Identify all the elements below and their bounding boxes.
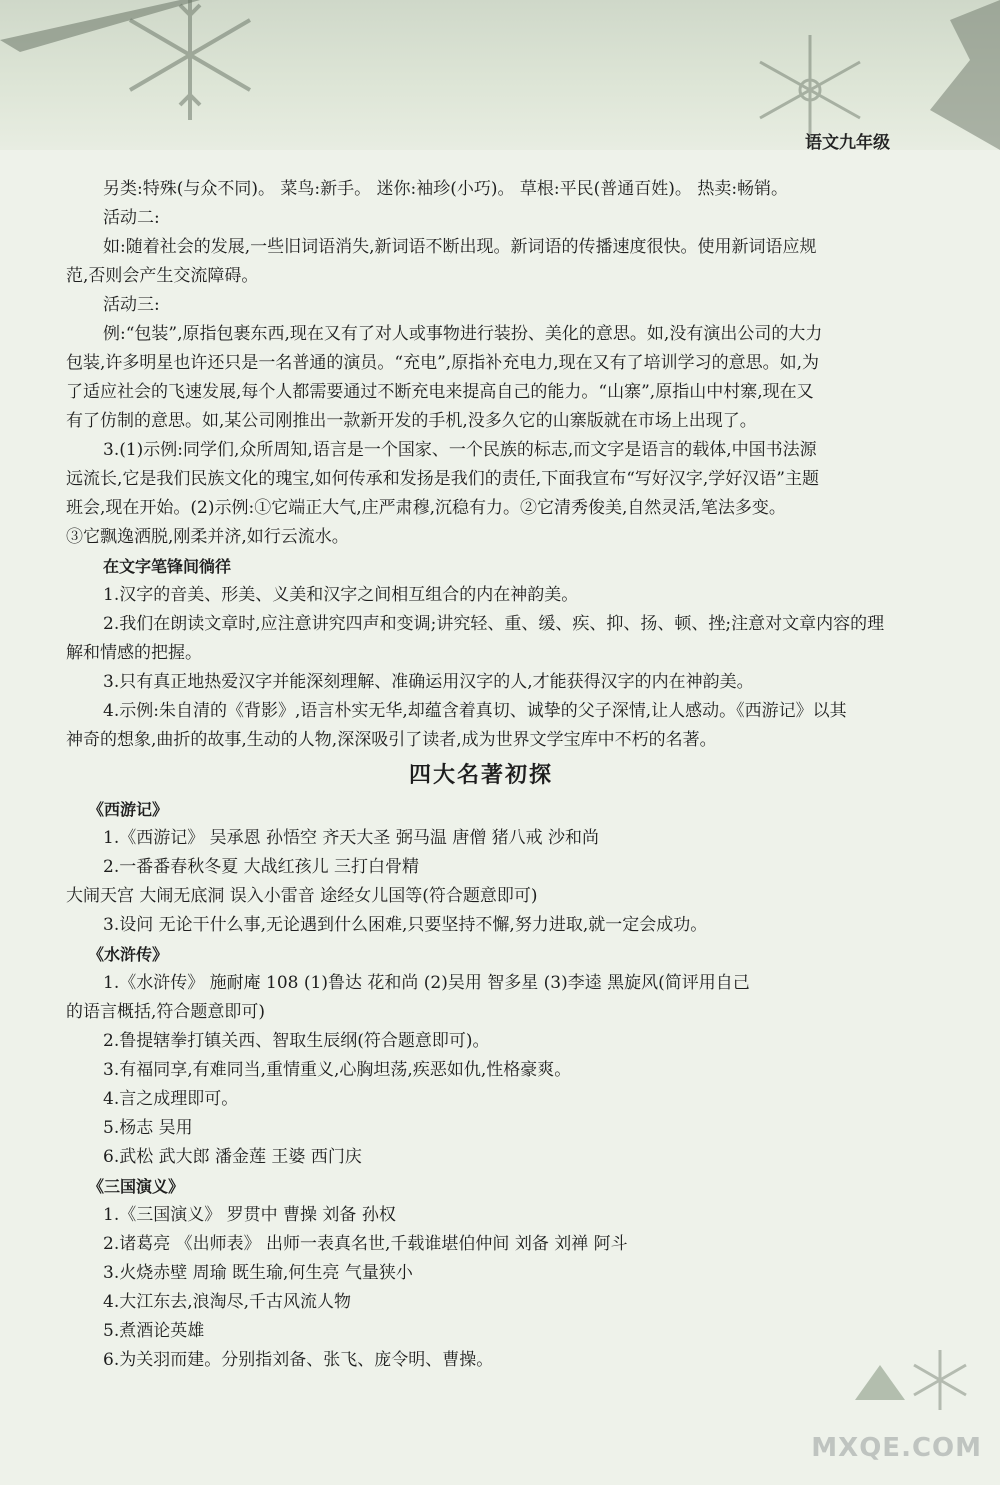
text-line: 了适应社会的飞速发展,每个人都需要通过不断充电来提高自己的能力。“山寨”,原指山中村寨,现在又	[66, 382, 814, 402]
corner-decoration-icon	[810, 1345, 1000, 1485]
text-line: 1.《水浒传》 施耐庵 108 (1)鲁达 花和尚 (2)吴用 智多星 (3)李逵 黑旋风(简评用自己	[103, 973, 750, 993]
text-line: 2.诸葛亮 《出师表》 出师一表真名世,千载谁堪伯仲间 刘备 刘禅 阿斗	[103, 1234, 628, 1254]
text-line: 的语言概括,符合题意即可)	[66, 1002, 266, 1022]
text-line: 5.杨志 吴用	[103, 1118, 193, 1138]
text-line: 1.汉字的音美、形美、义美和汉字之间相互组合的内在神韵美。	[103, 585, 579, 605]
book-heading: 《水浒传》	[88, 945, 169, 964]
book-heading: 《西游记》	[88, 800, 169, 819]
text-line: 3.有福同享,有难同当,重情重义,心胸坦荡,疾恶如仇,性格豪爽。	[103, 1060, 572, 1080]
text-line: 5.煮酒论英雄	[103, 1321, 205, 1341]
grade-label: 语文九年级	[805, 133, 890, 150]
leaf-decoration-icon	[890, 0, 1000, 150]
text-line: 解和情感的把握。	[66, 643, 202, 663]
text-line: 1.《西游记》 吴承恩 孙悟空 齐天大圣 弼马温 唐僧 猪八戒 沙和尚	[103, 828, 600, 848]
text-line: 范,否则会产生交流障碍。	[66, 266, 259, 286]
book-heading: 《三国演义》	[88, 1177, 185, 1196]
text-line: 3.设问 无论干什么事,无论遇到什么困难,只要坚持不懈,努力进取,就一定会成功。	[103, 915, 708, 935]
section-title: 四大名著初探	[408, 763, 553, 788]
leaf-decoration-icon	[0, 0, 200, 60]
header-banner	[0, 0, 1000, 150]
text-line: 4.示例:朱自清的《背影》,语言朴实无华,却蕴含着真切、诚挚的父子深情,让人感动。《西游记》以其	[103, 701, 847, 721]
text-line: 2.一番番春秋冬夏 大战红孩儿 三打白骨精	[103, 857, 420, 877]
text-line: 另类:特殊(与众不同)。 菜鸟:新手。 迷你:袖珍(小巧)。 草根:平民(普通百姓)。 热卖:畅销。	[103, 179, 789, 199]
text-line: 4.言之成理即可。	[103, 1089, 239, 1109]
text-line: 1.《三国演义》 罗贯中 曹操 刘备 孙权	[103, 1205, 396, 1225]
text-line: 活动三:	[103, 295, 160, 315]
text-line: 2.鲁提辖拳打镇关西、智取生辰纲(符合题意即可)。	[103, 1031, 490, 1051]
text-line: 4.大江东去,浪淘尽,千古风流人物	[103, 1292, 352, 1312]
text-line: 3.只有真正地热爱汉字并能深刻理解、准确运用汉字的人,才能获得汉字的内在神韵美。	[103, 672, 754, 692]
text-line: 活动二:	[103, 208, 160, 228]
watermark: MXQE.COM	[811, 1433, 982, 1463]
text-line: 例:“包装”,原指包裹东西,现在又有了对人或事物进行装扮、美化的意思。如,没有演出公司的大力	[103, 324, 823, 344]
text-line: 远流长,它是我们民族文化的瑰宝,如何传承和发扬是我们的责任,下面我宣布“写好汉字,学好汉语”主题	[66, 469, 819, 489]
text-line: 6.为关羽而建。分别指刘备、张飞、庞令明、曹操。	[103, 1350, 494, 1370]
text-line: 3.(1)示例:同学们,众所周知,语言是一个国家、一个民族的标志,而文字是语言的载体,中国书法源	[103, 440, 817, 460]
text-line: 6.武松 武大郎 潘金莲 王婆 西门庆	[103, 1147, 362, 1167]
text-line: 神奇的想象,曲折的故事,生动的人物,深深吸引了读者,成为世界文学宝库中不朽的名著。	[66, 730, 717, 750]
text-line: 包装,许多明星也许还只是一名普通的演员。“充电”,原指补充电力,现在又有了培训学习的意思。如,为	[66, 353, 819, 373]
subsection-heading: 在文字笔锋间徜徉	[103, 557, 232, 576]
text-line: 3.火烧赤壁 周瑜 既生瑜,何生亮 气量狭小	[103, 1263, 413, 1283]
text-line: 如:随着社会的发展,一些旧词语消失,新词语不断出现。新词语的传播速度很快。使用新词语应规	[103, 237, 817, 257]
text-line: 大闹天宫 大闹无底洞 误入小雷音 途经女儿国等(符合题意即可)	[66, 886, 538, 906]
text-line: 2.我们在朗读文章时,应注意讲究四声和变调;讲究轻、重、缓、疾、抑、扬、顿、挫;注意对文章内容的理	[103, 614, 885, 634]
answer-content	[66, 175, 896, 1375]
text-line: 有了仿制的意思。如,某公司刚推出一款新开发的手机,没多久它的山寨版就在市场上出现了。	[66, 411, 757, 431]
text-line: 班会,现在开始。(2)示例:①它端正大气,庄严肃穆,沉稳有力。②它清秀俊美,自然灵活,笔法多变。	[66, 498, 786, 518]
text-line: ③它飘逸洒脱,刚柔并济,如行云流水。	[66, 527, 349, 547]
